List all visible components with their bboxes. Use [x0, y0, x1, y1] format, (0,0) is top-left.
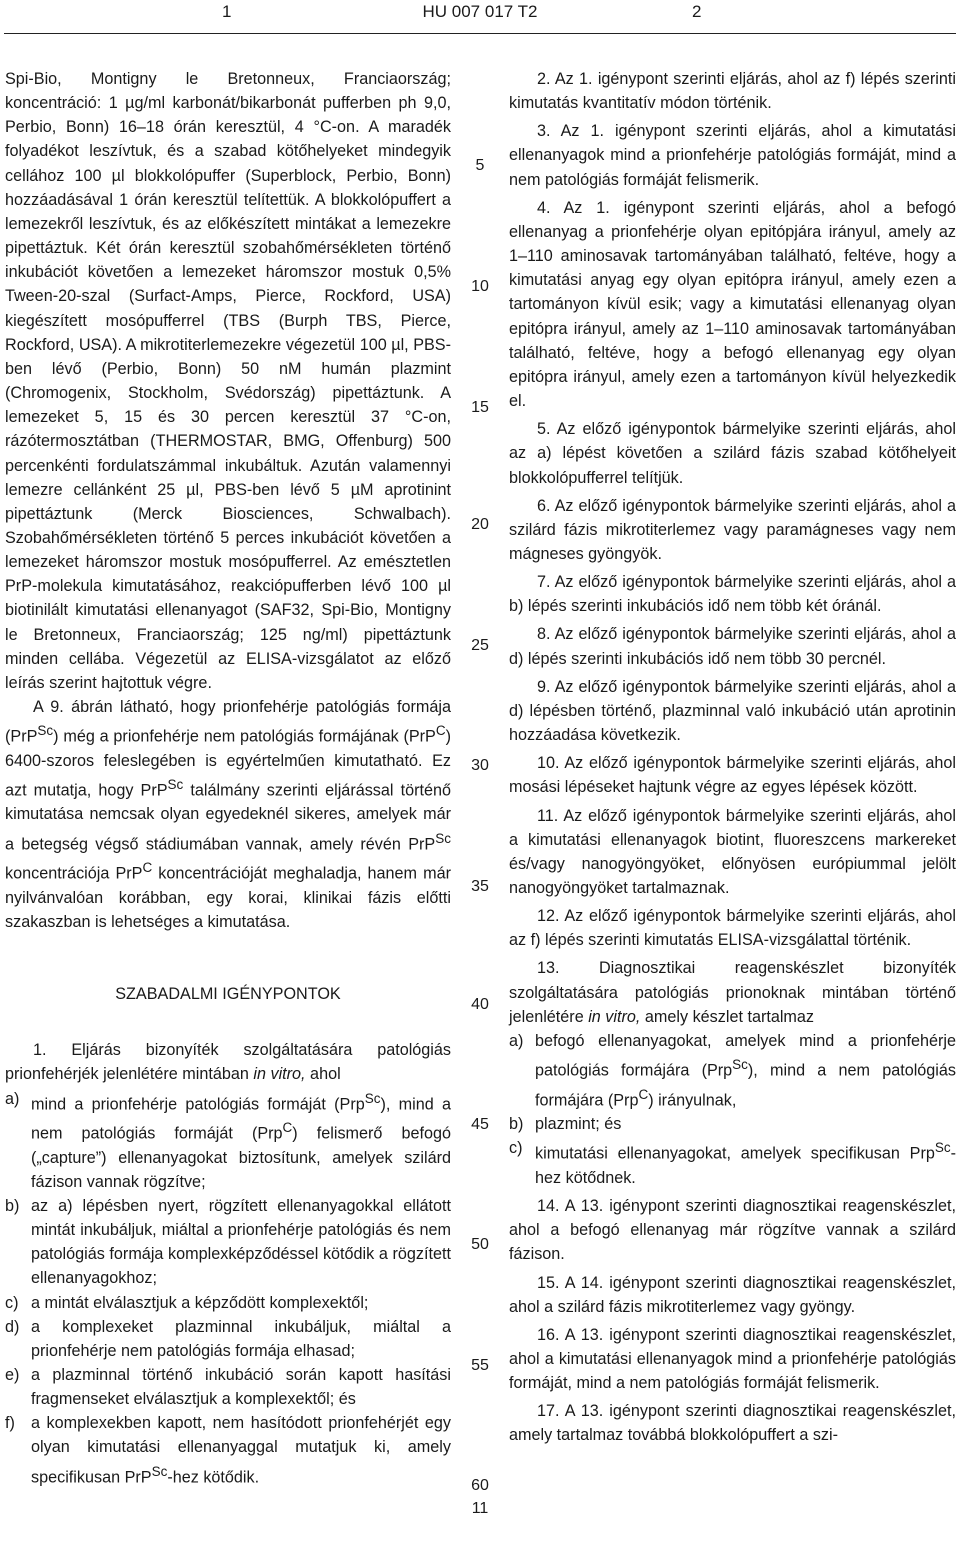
right-column — [509, 67, 956, 1448]
claim-17: 17. A 13. igénypont szerinti diagnosztikai reagenskészlet, amely tartalmaz továbbá blokkolópuffert a szi- — [509, 1402, 956, 1445]
claim-5: 5. Az előző igénypontok bármelyike szerinti eljárás, ahol az a) lépést követően a szilárd fázis szabad kötőhelyeit blokkolópufferrel telítjük. — [509, 420, 956, 487]
line-number: 25 — [471, 637, 489, 654]
header-rule — [4, 33, 956, 34]
claim-9: 9. Az előző igénypontok bármelyike szerinti eljárás, ahol a d) lépésben történő, plazminnal való inkubáció után aprotinin hozzáadása következik. — [509, 677, 956, 745]
line-number: 5 — [475, 157, 485, 174]
claim-3: 3. Az 1. igénypont szerinti eljárás, ahol a kimutatási ellenanyagok mind a prionfehérje patológiás formáját, mind a nem patológiás formáját felismerik. — [509, 122, 956, 189]
description-paragraph: Spi-Bio, Montigny le Bretonneux, Franciaország; koncentráció: 1 µg/ml karbonát/bikarbonát pufferben ph 9,0, Perbio, Bonn) 16–18 órán keresztül, 4 °C-on. A maradék folyadékot leszívtuk, és a szabad kötőhelyeket mindegyik cellához 100 µl blokkolópuffer (Superblock, Perbio, Bonn) hozzáadásával 1 órán keresztül telítettük. A blokkolópuffert a lemezekről leszívtuk, és az előkészített mintákat a lemezekre pipettáztuk. Két órán keresztül szobahőmérsékleten történő inkubációt követően a lemezeket háromszor mostuk 0,5% Tween-20-szal (Surfact-Amps, Pierce, Rockford, USA) kiegészített mosópufferrel (TBS (Burph TBS, Pierce, Rockford, USA). A mikrotiterlemezekre végezetül 100 µl, PBS-ben lévő (Perbio, Bonn) 50 nM humán plazmint (Chromogenix, Stockholm, Svédország) pipettáztunk. A lemezeket 5, 15 és 30 percen keresztül 37 °C-on, rázótermosztátban (THERMOSTAR, BMG, Offenburg) 500 percenkénti fordulatszámmal inkubáltuk. Azután valamennyi lemezre cellánként 25 µl, PBS-ben lévő 5 µM aprotinint pipettáztunk (Merck Biosciences, Schwalbach). Szobahőmérsékleten történő 5 perces inkubációt követően a lemezeket háromszor mostuk mosópufferrel. Az emésztetlen PrP-molekula kimutatásához, reakciópufferben lévő 100 µl biotinilált kimutatási ellenanyagot (SAF32, Spi-Bio, Montigny le Bretonneux, Franciaország; 125 ng/ml) pipettáztunk minden cellába. Végezetül az ELISA-vizsgálatot az előző leírás szerint hajtottuk végre. — [5, 70, 451, 692]
claim-10: 10. Az előző igénypontok bármelyike szerinti eljárás, ahol mosási lépéseket hajtunk végre az egyes lépések között. — [509, 754, 956, 797]
claim-12: 12. Az előző igénypontok bármelyike szerinti eljárás, ahol az f) lépés szerinti kimutatás ELISA-vizsgálattal történik. — [509, 907, 956, 950]
claim-1-item-d: d) a komplexeket plazminnal inkubáljuk, miáltal a prionfehérje nem patológiás formája elhasad; — [5, 1317, 451, 1360]
line-number: 15 — [471, 399, 489, 416]
claim-1-item-f: f) a komplexekben kapott, nem hasítódott prionfehérjét egy olyan kimutatási ellenanyaggal mutatjuk ki, amely specifikusan PrP$^{Sc}$-hez kötődik. — [5, 1414, 451, 1487]
line-number: 30 — [471, 757, 489, 774]
claim-4: 4. Az 1. igénypont szerinti eljárás, ahol a befogó ellenanyag a prionfehérje olyan epitópjára irányul, amely az 1–110 aminosavak tartományában található, feltéve, hogy a kimutatási anyag egy olyan epitópra irányul, amely ezen a tartományon kívül esik; vagy a kimutatási ellenanyag olyan epitópra irányul, amely az 1–110 aminosavak tartományában található, feltéve, hogy a befogó ellenanyag egy olyan epitópra irányul, amely ezen a tartományon kívül helyezkedik el. — [509, 198, 956, 411]
claim-1-item-b: b) az a) lépésben nyert, rögzített ellenanyagokkal ellátott mintát inkubáljuk, miáltal a prionfehérje patológiás és nem patológiás formája komplexképződéssel kötődik a rögzített ellenanyagokhoz; — [5, 1196, 451, 1288]
claim-1-item-a: a) mind a prionfehérje patológiás formáját (Prp$^{Sc}$), mind a nem patológiás formáját (Prp$^C$) felismerő befogó („capture”) ellenanyagokat biztosítunk, amelyek szilárd fázison vannak rögzítve; — [5, 1089, 451, 1191]
claim-1-intro: 1. Eljárás bizonyíték szolgáltatására patológiás prionfehérjék jelenlétére mintában in vitro, ahol — [5, 1041, 451, 1084]
claim-13-intro: 13. Diagnosztikai reagenskészlet bizonyíték szolgáltatására patológiás prionoknak mintában történő jelenlétére in vitro, amely készlet tartalmaz — [509, 959, 956, 1026]
left-page-number: 1 — [222, 2, 232, 21]
claim-8: 8. Az előző igénypontok bármelyike szerinti eljárás, ahol a d) lépés szerinti inkubációs idő nem több 30 percnél. — [509, 625, 956, 668]
line-number: 35 — [471, 878, 489, 895]
line-number: 55 — [471, 1357, 489, 1374]
patent-number: HU 007 017 T2 — [422, 2, 538, 21]
left-column — [5, 67, 451, 1489]
line-number: 50 — [471, 1236, 489, 1253]
claim-6: 6. Az előző igénypontok bármelyike szerinti eljárás, ahol a szilárd fázis mikrotiterlemez vagy paramágneses vagy nem mágneses gyöngyök. — [509, 496, 956, 563]
figure-9-paragraph: A 9. ábrán látható, hogy prionfehérje patológiás formája (PrP$^{Sc}$) még a prionfehérje nem patológiás formájának (PrP$^C$) 6400-szoros feleslegében is egyértelműen kimutatható. Ez azt mutatja, hogy PrP$^{Sc}$ találmány szerinti eljárással történő kimutatása nemcsak olyan egyedeknél sikeres, amelyek már a betegség végső stádiumában vannak, amely révén PrP$^{Sc}$ koncentrációja PrP$^C$ koncentrációját meghaladja, hanem már nyilvánvalóan korábban, egy korai, klinikai fázis előtti szakaszban is lehetséges a kimutatása. — [5, 698, 451, 931]
claim-15: 15. A 14. igénypont szerinti diagnosztikai reagenskészlet, ahol a szilárd fázis mikrotiterlemez vagy gyöngy. — [509, 1273, 956, 1316]
claim-13-item-b: b) plazmint; és — [509, 1115, 622, 1134]
claim-13-item-a: a) befogó ellenanyagokat, amelyek mind a prionfehérje patológiás formájára (Prp$^{Sc}$), mind a nem patológiás formájára (Prp$^C$) irányulnak, — [509, 1031, 956, 1110]
claim-14: 14. A 13. igénypont szerinti diagnosztikai reagenskészlet, ahol a befogó ellenanyag már rögzítve vannak a szilárd fázison. — [509, 1197, 956, 1264]
claim-16: 16. A 13. igénypont szerinti diagnosztikai reagenskészlet, ahol a kimutatási ellenanyagok mind a prionfehérje patológiás formáját, mind a nem patológiás formáját felismerik. — [509, 1325, 956, 1393]
claim-13-item-c: c) kimutatási ellenanyagokat, amelyek specifikusan Prp$^{Sc}$-hez kötődnek. — [509, 1139, 956, 1187]
footer-page-number: 11 — [471, 1500, 489, 1517]
claim-1-item-e: e) a plazminnal történő inkubáció során kapott hasítási fragmenseket elválasztjuk a komplexektől; és — [5, 1366, 451, 1409]
line-number: 60 — [471, 1477, 489, 1494]
claim-2: 2. Az 1. igénypont szerinti eljárás, ahol az f) lépés szerinti kimutatás kvantitatív módon történik. — [509, 70, 956, 113]
right-page-number: 2 — [692, 2, 702, 21]
line-number: 10 — [471, 278, 489, 295]
line-number: 40 — [471, 996, 489, 1013]
claim-11: 11. Az előző igénypontok bármelyike szerinti eljárás, ahol a kimutatási ellenanyagok biotint, fluoreszcens markereket és/vagy nanogyöngyöket, előnyösen európiummal jelölt nanogyöngyöket tartalmaznak. — [509, 806, 956, 897]
line-number: 20 — [471, 516, 489, 533]
claim-1-item-c: c) a mintát elválasztjuk a képződött komplexektől; — [5, 1293, 369, 1312]
line-number: 45 — [471, 1116, 489, 1133]
claim-7: 7. Az előző igénypontok bármelyike szerinti eljárás, ahol a b) lépés szerinti inkubációs idő nem több két óránál. — [509, 573, 956, 616]
claims-heading: SZABADALMI IGÉNYPONTOK — [115, 985, 341, 1004]
